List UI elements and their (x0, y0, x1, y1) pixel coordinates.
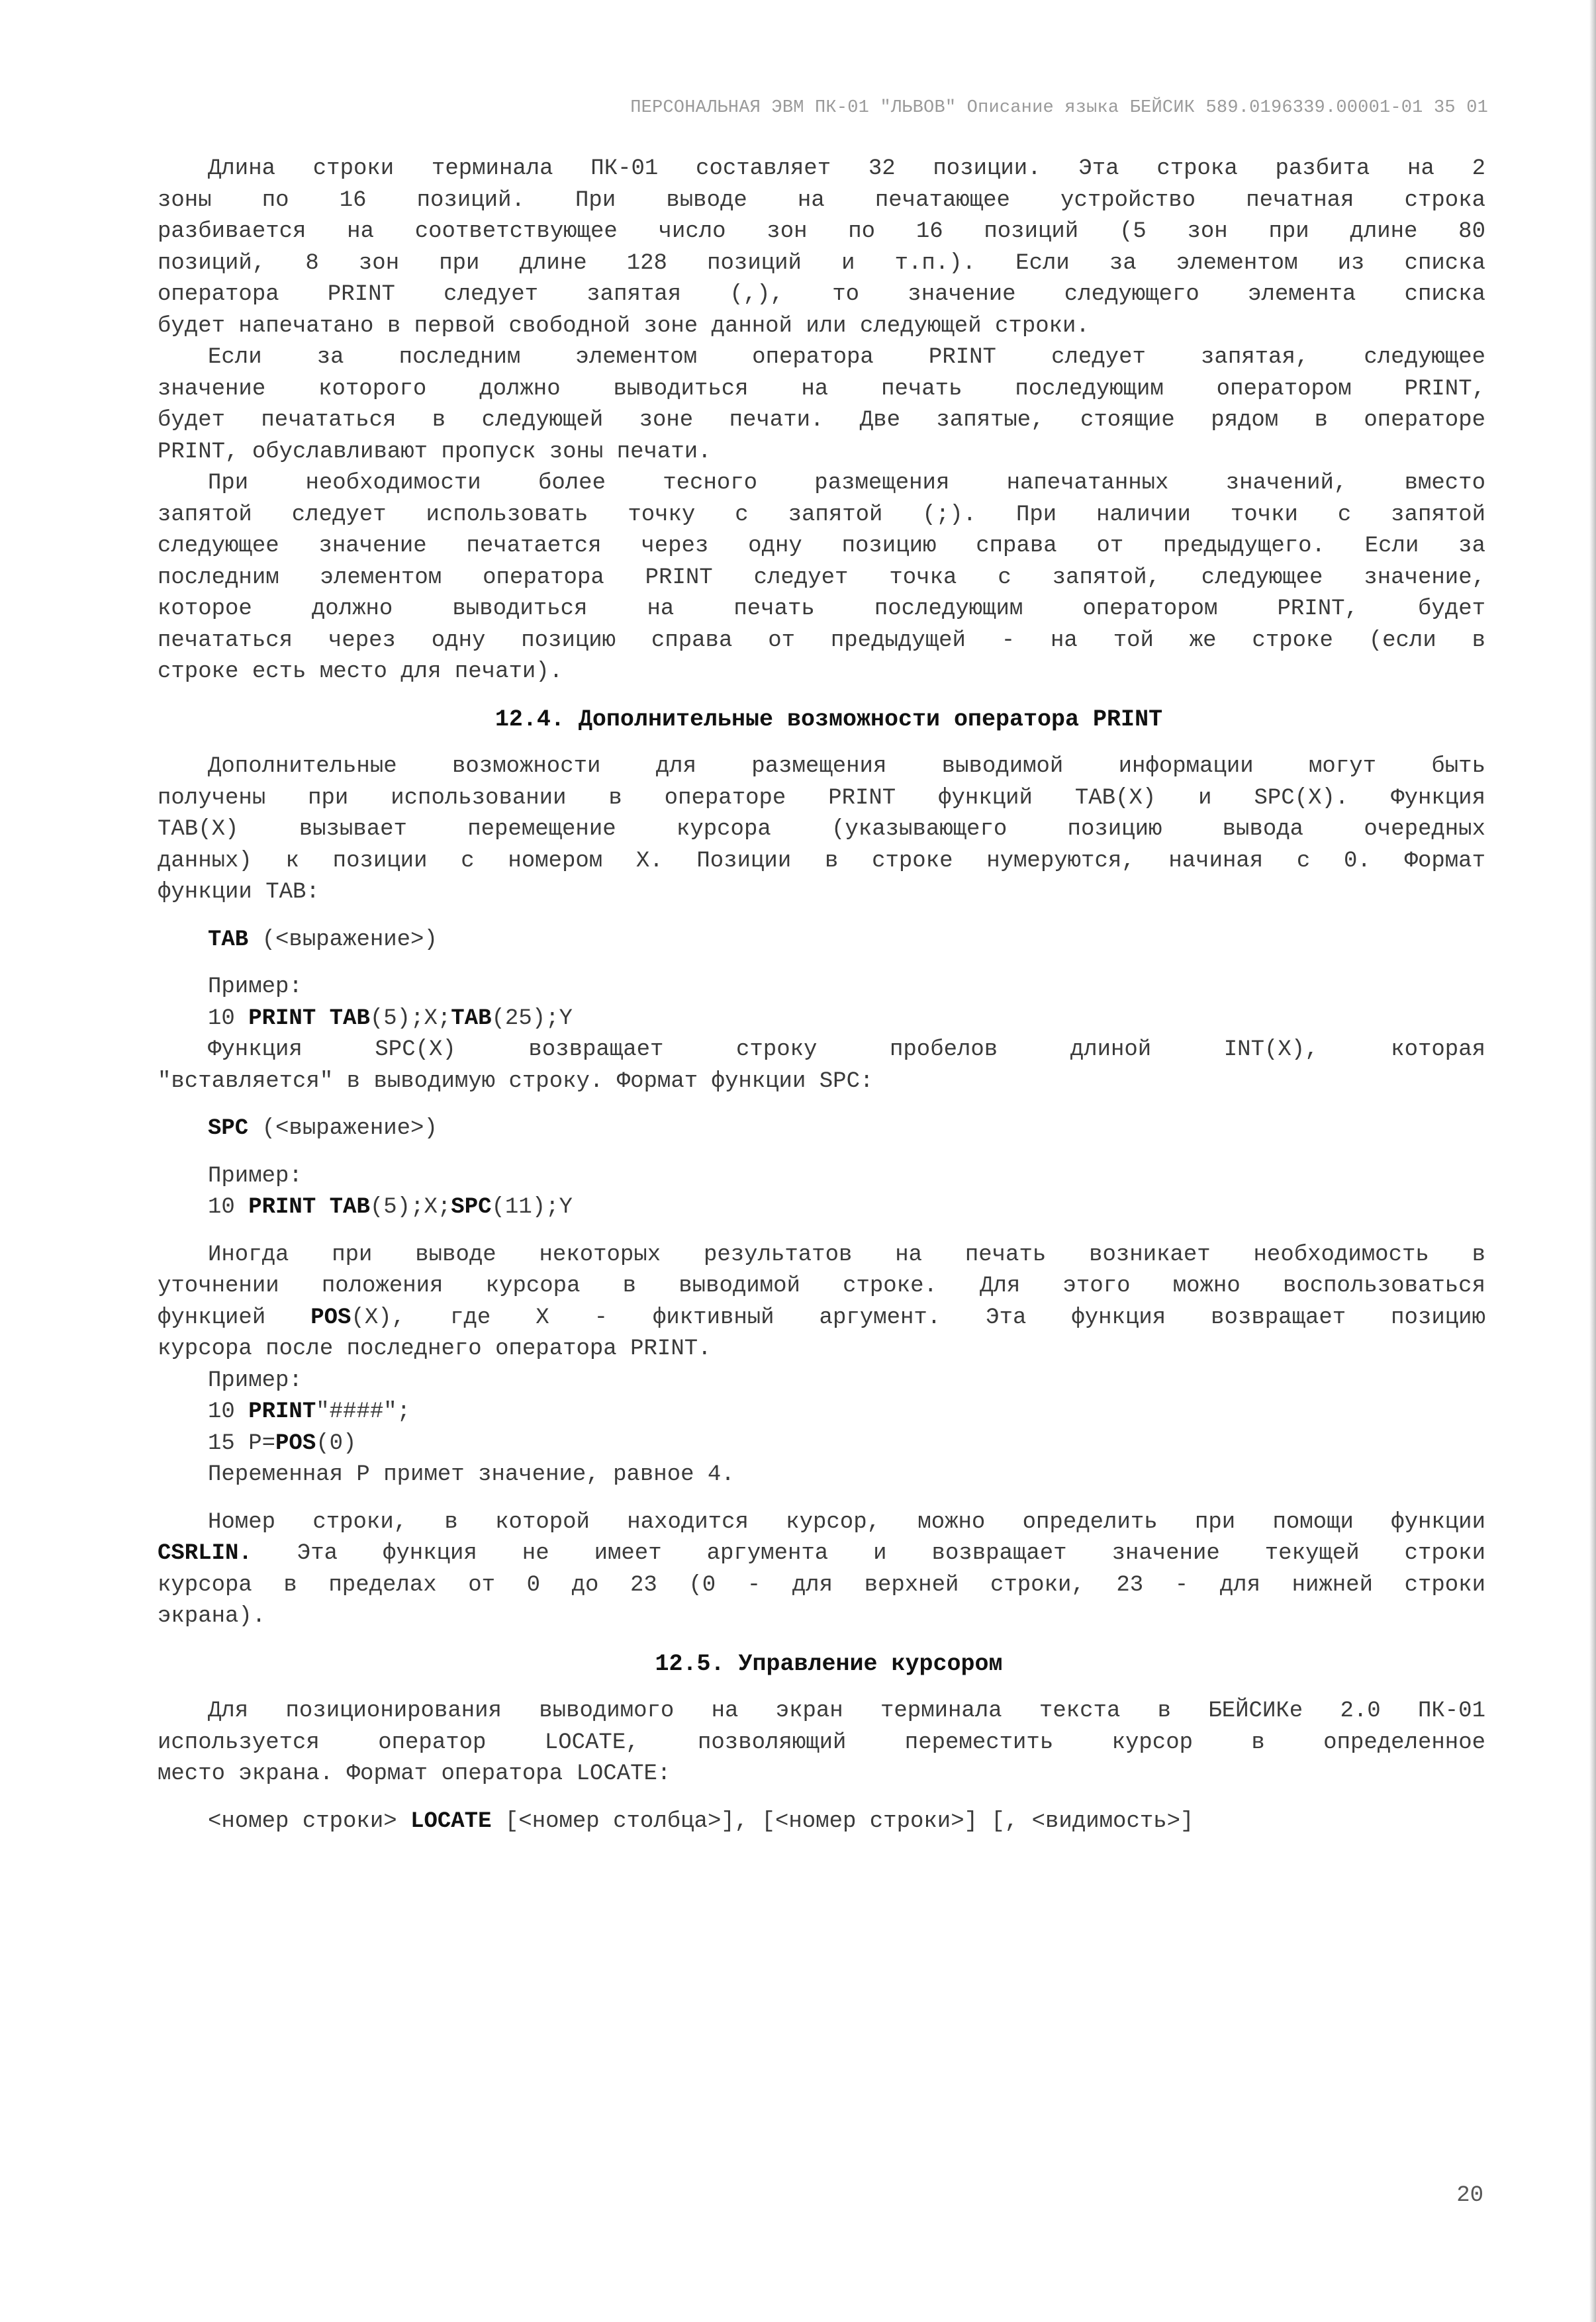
keyword: PRINT (248, 1005, 316, 1031)
keyword: TAB (329, 1005, 370, 1031)
line-number: 10 (208, 1195, 249, 1220)
page-number: 20 (1456, 2183, 1483, 2208)
keyword: TAB (208, 927, 249, 952)
keyword: POS (310, 1305, 352, 1330)
format-args: [<номер столбца>], [<номер строки>] [, <видимость>] (491, 1808, 1194, 1834)
spc-format (158, 1113, 1485, 1145)
text-line: Для позиционирования выводимого на экран терминала текста в БЕЙСИКе 2.0 ПК-01 (208, 1698, 1485, 1724)
text-line: получены при использовании в операторе PRINT функций TAB(X) и SPC(X). Функция (158, 785, 1485, 811)
format-args: <номер строки> (208, 1808, 411, 1834)
text-line: будет напечатано в первой свободной зоне данной или следующей строки. (158, 313, 1090, 339)
text-line: Функция SPC(X) возвращает строку пробелов длиной INT(X), которая (208, 1037, 1485, 1062)
keyword: SPC (451, 1195, 492, 1220)
format-args: (<выражение>) (248, 1116, 438, 1141)
page-body (158, 154, 1485, 1837)
text-line: Иногда при выводе некоторых результатов на печать возникает необходимость в (208, 1242, 1485, 1268)
text-line: которое должно выводиться на печать последующим оператором PRINT, будет (158, 596, 1485, 622)
code-line (158, 1003, 1485, 1035)
format-args: (<выражение>) (248, 927, 438, 952)
keyword: PRINT (248, 1399, 316, 1424)
page-edge-shadow (1589, 0, 1596, 2322)
code-text: (0) (316, 1430, 357, 1456)
text-part: (X), где X - фиктивный аргумент. Эта функция возвращает позицию (351, 1305, 1485, 1330)
code-text: "####"; (316, 1399, 411, 1424)
keyword: TAB (451, 1005, 492, 1031)
text-line: уточнении положения курсора в выводимой строке. Для этого можно воспользоваться (158, 1274, 1485, 1299)
text-line: позиций, 8 зон при длине 128 позиций и т.п.). Если за элементом из списка (158, 250, 1485, 276)
csrlin-description (158, 1507, 1485, 1633)
text-line: место экрана. Формат оператора LOCATE: (158, 1761, 671, 1787)
code-text: (11);Y (491, 1195, 573, 1220)
text-line: разбивается на соответствующее число зон по 16 позиций (5 зон при длине 80 (158, 219, 1485, 244)
text-line: курсора в пределах от 0 до 23 (0 - для верхней строки, 23 - для нижней строки (158, 1572, 1485, 1598)
text-line: Номер строки, в которой находится курсор, можно определить при помощи функции (208, 1509, 1485, 1535)
locate-paragraph (158, 1696, 1485, 1790)
text-part: Эта функция не имеет аргумента и возвращает значение текущей строки (252, 1541, 1485, 1566)
keyword: POS (275, 1430, 316, 1456)
text-line: запятой следует использовать точку с запятой (;). При наличии точки с запятой (158, 502, 1485, 528)
tab-spc-paragraph (158, 751, 1485, 909)
text-line: последним элементом оператора PRINT следует точка с запятой, следующее значение, (158, 565, 1485, 590)
text-line: Дополнительные возможности для размещения выводимой информации могут быть (208, 754, 1485, 779)
space (316, 1006, 329, 1031)
keyword: TAB (329, 1195, 370, 1220)
example-label: Пример: (208, 1368, 303, 1393)
text-line: Длина строки терминала ПК-01 составляет 32 позиции. Эта строка разбита на 2 (208, 156, 1485, 181)
code-text: (5);X; (369, 1005, 451, 1031)
code-text: 15 P= (208, 1430, 276, 1456)
text-line: данных) к позиции с номером X. Позиции в строке нумеруются, начиная с 0. Формат (158, 848, 1485, 874)
keyword: CSRLIN. (158, 1541, 252, 1566)
code-text: (5);X; (369, 1195, 451, 1220)
text-line: экрана). (158, 1604, 266, 1629)
locate-format (158, 1806, 1485, 1838)
pos-description (158, 1240, 1485, 1366)
running-header: ПЕРСОНАЛЬНАЯ ЭВМ ПК-01 "ЛЬВОВ" Описание языка БЕЙСИК 589.0196339.00001-01 35 01 (630, 98, 1488, 118)
intro-paragraph-3 (158, 468, 1485, 688)
line-number: 10 (208, 1005, 249, 1031)
text-line: оператора PRINT следует запятая (,), то значение следующего элемента списка (158, 282, 1485, 307)
code-line (158, 1428, 1485, 1460)
code-line (158, 1397, 1485, 1428)
section-heading-12-5: 12.5. Управление курсором (655, 1650, 1003, 1677)
section-heading-12-4: 12.4. Дополнительные возможности оператора PRINT (494, 706, 1163, 733)
spc-description (158, 1035, 1485, 1097)
text-line: PRINT, обуславливают пропуск зоны печати. (158, 439, 712, 465)
text-line: курсора после последнего оператора PRINT. (158, 1336, 712, 1362)
intro-paragraph-2 (158, 342, 1485, 468)
text-line: "вставляется" в выводимую строку. Формат функции SPC: (158, 1068, 874, 1094)
space (316, 1195, 329, 1220)
keyword: SPC (208, 1116, 249, 1141)
tab-format (158, 925, 1485, 956)
text-line: Если за последним элементом оператора PRINT следует запятая, следующее (208, 345, 1485, 370)
text-line: При необходимости более тесного размещения напечатанных значений, вместо (208, 471, 1485, 496)
keyword: PRINT (248, 1195, 316, 1220)
text-line (158, 1538, 1485, 1570)
text-part: функцией (158, 1305, 311, 1330)
text-line (158, 1303, 1485, 1334)
text-line: функции TAB: (158, 880, 320, 905)
code-line (158, 1192, 1485, 1224)
text-line: значение которого должно выводиться на печать последующим оператором PRINT, (158, 376, 1485, 402)
intro-paragraph-1 (158, 154, 1485, 342)
text-line: следующее значение печатается через одну позицию справа от предыдущего. Если за (158, 534, 1485, 559)
text-line: используется оператор LOCATE, позволяющий переместить курсор в определенное (158, 1730, 1485, 1755)
text-line: будет печататься в следующей зоне печати. Две запятые, стоящие рядом в операторе (158, 408, 1485, 433)
text-line: зоны по 16 позиций. При выводе на печатающее устройство печатная строка (158, 187, 1485, 213)
code-text: (25);Y (491, 1005, 573, 1031)
text-line: печататься через одну позицию справа от предыдущей - на той же строке (если в (158, 627, 1485, 653)
example-label: Пример: (208, 974, 303, 999)
text-line: строке есть место для печати). (158, 659, 563, 684)
example-result: Переменная P примет значение, равное 4. (208, 1462, 735, 1487)
keyword: LOCATE (410, 1808, 492, 1834)
line-number: 10 (208, 1399, 249, 1424)
text-line: TAB(X) вызывает перемещение курсора (указывающего позицию вывода очередных (158, 817, 1485, 842)
example-label: Пример: (208, 1163, 303, 1189)
